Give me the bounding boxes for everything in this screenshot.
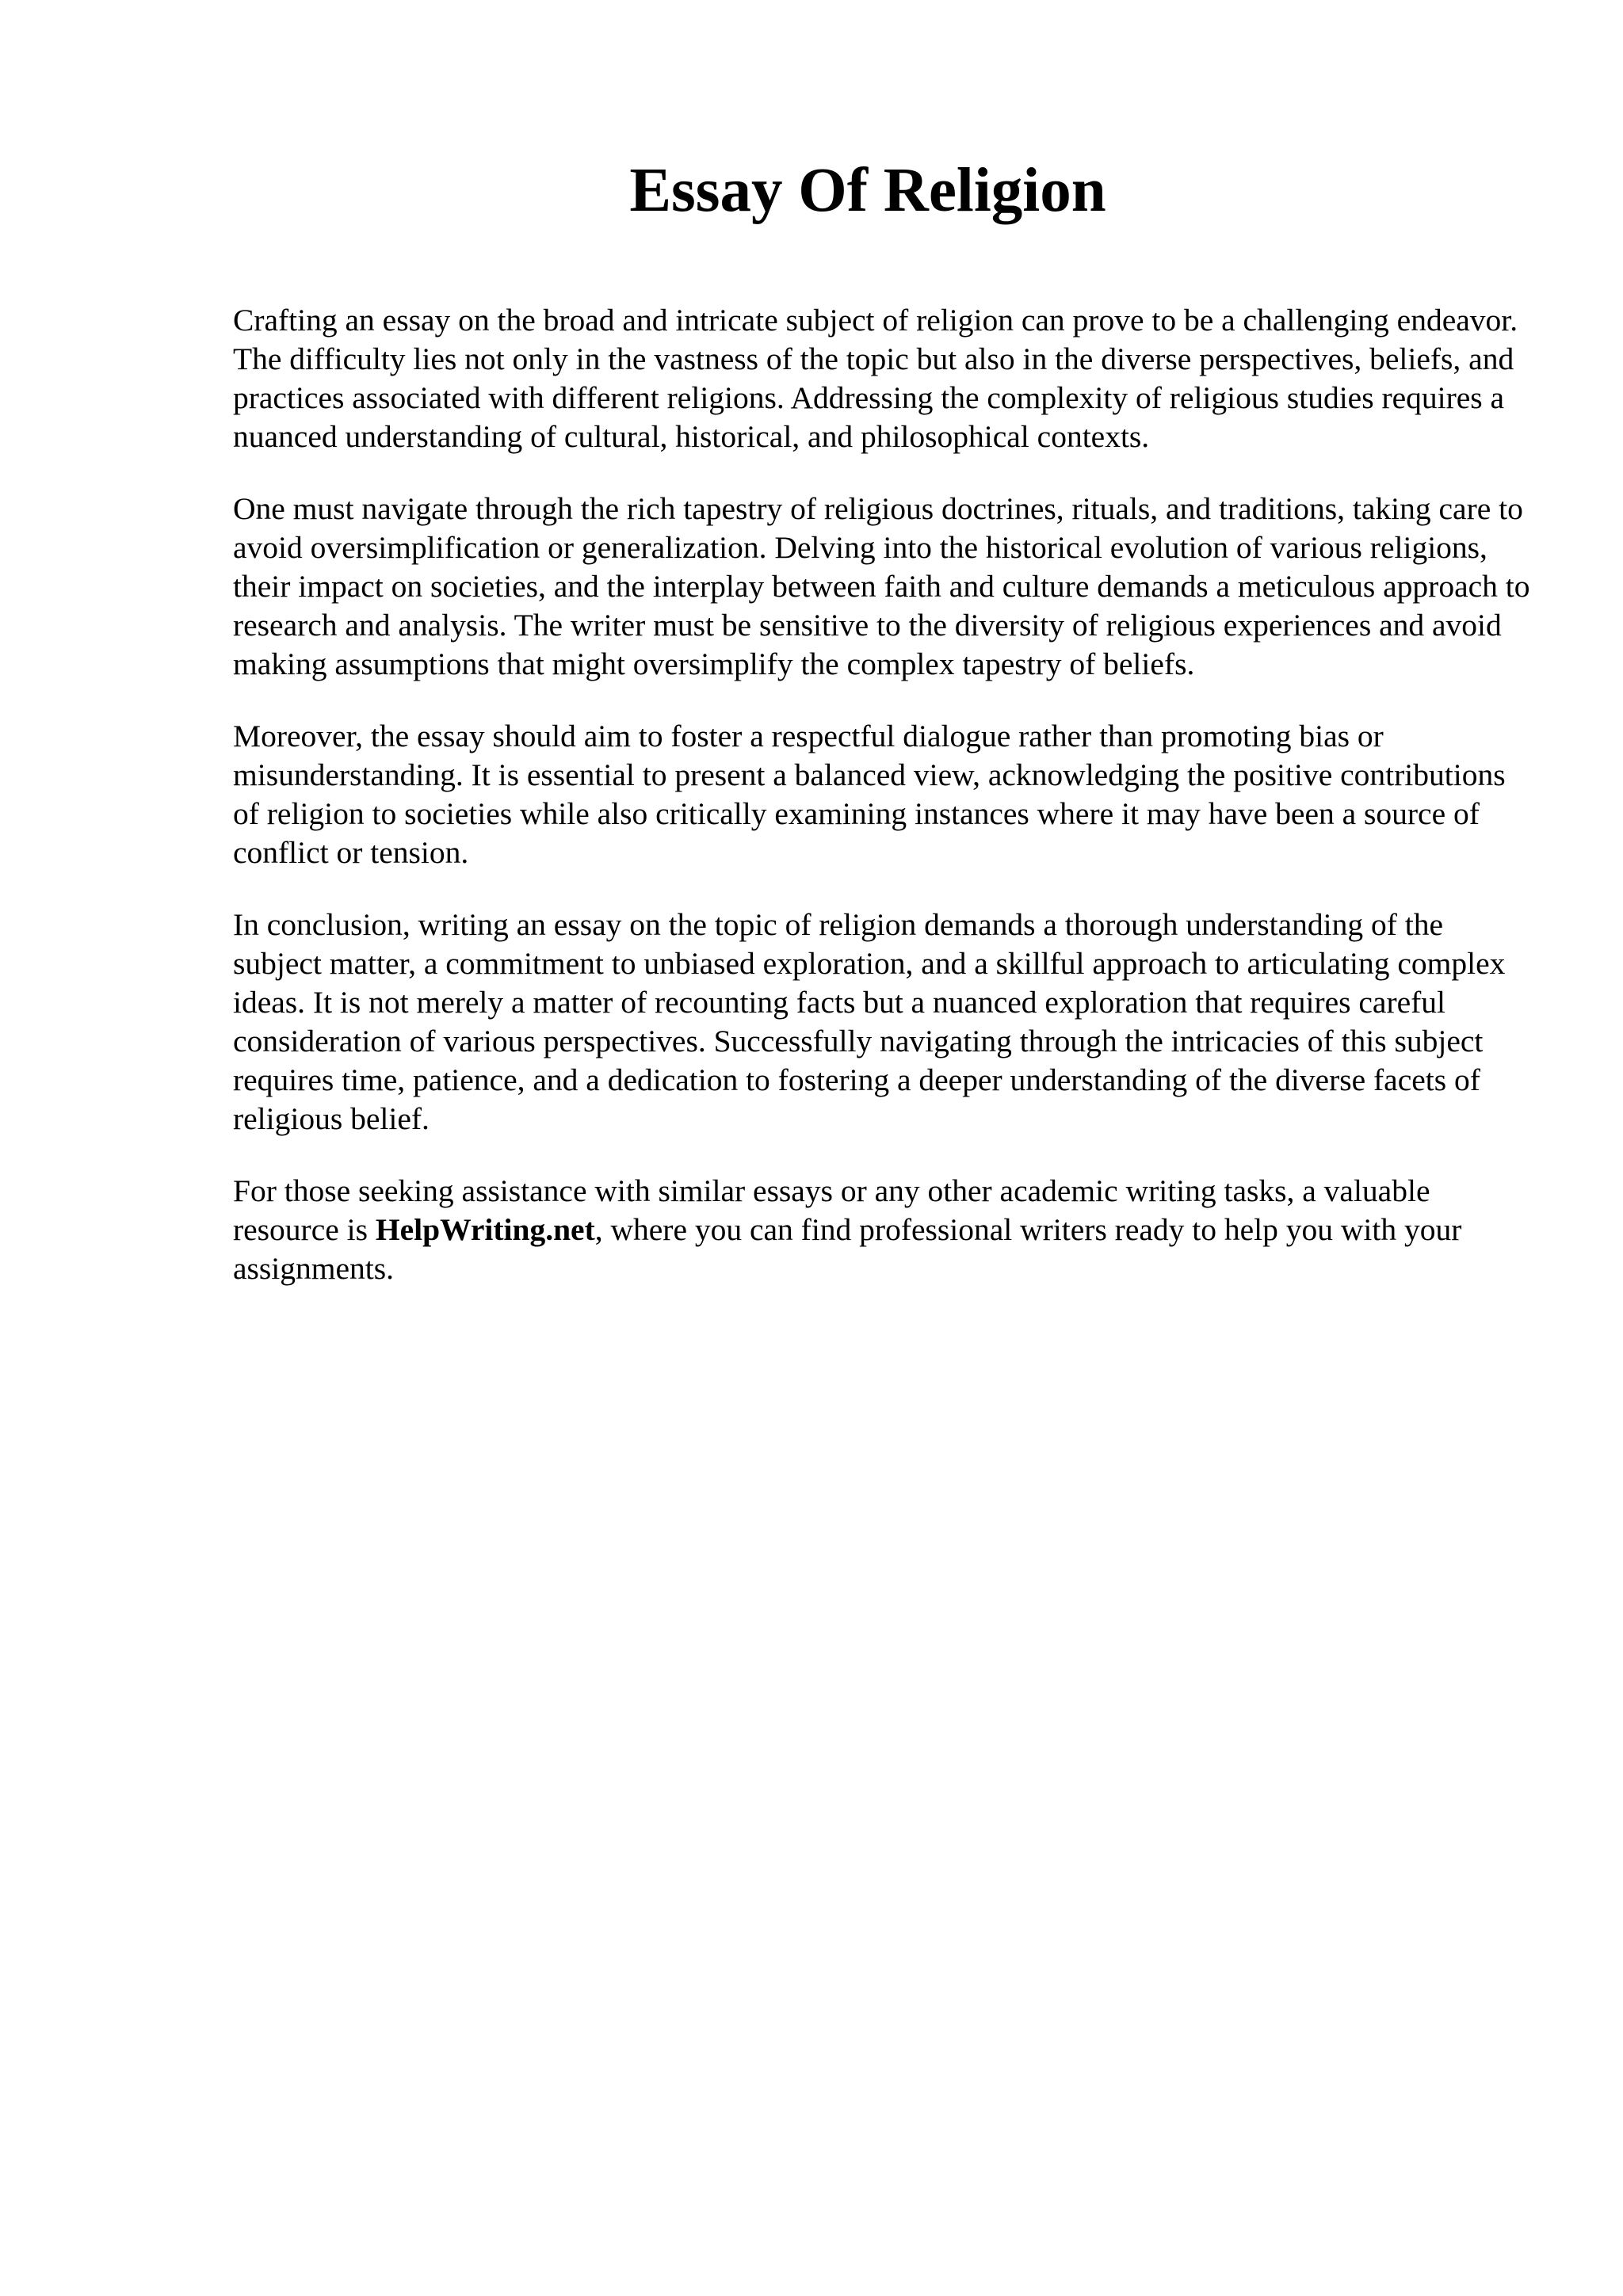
closing-text-before-link: For those seeking assistance with similar essays or any other academic writing tasks, a valuable resource is	[233, 1173, 1430, 1247]
paragraph-4: In conclusion, writing an essay on the topic of religion demands a thorough understanding of the subject matter, a commitment to unbiased exploration, and a skillful approach to articulating complex ideas. It is not merely a matter of recounting facts but a nuanced exploration that requires careful consideration of various perspectives. Successfully navigating through the intricacies of this subject requires time, patience, and a dedication to fostering a deeper understanding of the diverse facets of religious belief.	[233, 907, 1506, 1136]
closing-text-after-link: , where you can find professional writers ready to help you with your assignments.	[233, 1212, 1462, 1286]
helpwriting-link[interactable]: HelpWriting.net	[375, 1212, 595, 1247]
essay-body	[233, 301, 1533, 1288]
page-title: Essay Of Religion	[629, 156, 1106, 225]
closing-paragraph	[233, 1172, 1533, 1288]
paragraph-1: Crafting an essay on the broad and intricate subject of religion can prove to be a challenging endeavor. The difficulty lies not only in the vastness of the topic but also in the diverse perspectives, beliefs, and practices associated with different religions. Addressing the complexity of religious studies requires a nuanced understanding of cultural, historical, and philosophical contexts.	[233, 303, 1518, 454]
paragraph-3: Moreover, the essay should aim to foster a respectful dialogue rather than promoting bias or misunderstanding. It is essential to present a balanced view, acknowledging the positive contributions of religion to societies while also critically examining instances where it may have been a source of conflict or tension.	[233, 719, 1506, 870]
paragraph-2: One must navigate through the rich tapestry of religious doctrines, rituals, and traditions, taking care to avoid oversimplification or generalization. Delving into the historical evolution of various religions, their impact on societies, and the interplay between faith and culture demands a meticulous approach to research and analysis. The writer must be sensitive to the diversity of religious experiences and avoid making assumptions that might oversimplify the complex tapestry of beliefs.	[233, 491, 1530, 681]
